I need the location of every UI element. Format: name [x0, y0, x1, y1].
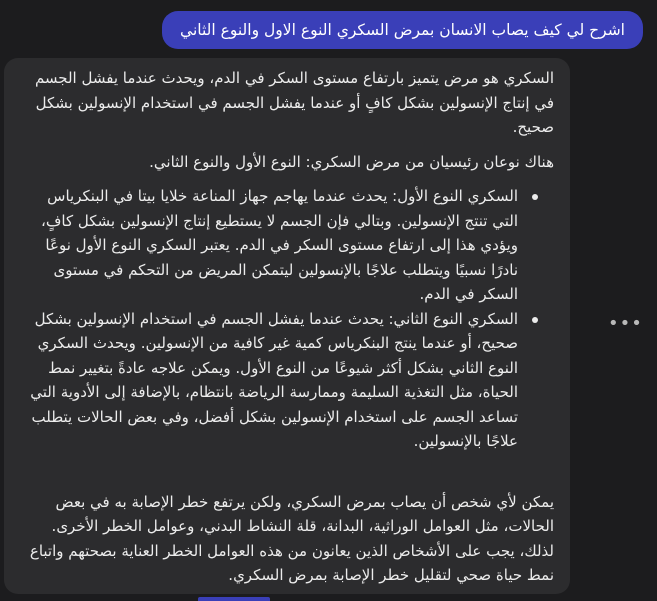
bullet-dot-icon [532, 194, 538, 200]
list-item-text: السكري النوع الأول: يحدث عندما يهاجم جهاز المناعة خلايا بيتا في البنكرياس التي تنتج الإنسولين. وبتالي فإن الجسم لا يستطيع إنتاج الإنسولين بشكل كافٍ، ويؤدي هذا إلى ارتفاع مستوى السكر في الدم. يعتبر السكري النوع الأول نوعًا نادرًا نسبيًا ويتطلب علاجًا بالإنسولين ليتمكن المريض من التحكم في مستوى السكر في الدم. [41, 187, 518, 303]
list-item-type-2 [20, 307, 518, 454]
assistant-types-paragraph: هناك نوعان رئيسيان من مرض السكري: النوع الأول والنوع الثاني. [149, 152, 554, 171]
more-horizontal-icon: ••• [608, 313, 643, 334]
list-item-text: السكري النوع الثاني: يحدث عندما يفشل الجسم في استخدام الإنسولين بشكل صحيح، أو عندما ينتج البنكرياس كمية غير كافية من الإنسولين. ويحدث السكري النوع الثاني بشكل أكثر شيوعًا من النوع الأول. ويمكن علاجه عادةً بتغيير نمط الحياة، مثل التغذية السليمة وممارسة الرياضة بانتظام، بالإضافة إلى الأدوية التي تساعد الجسم على استخدام الإنسولين بشكل أفضل، وفي بعض الحالات يتطلب علاجًا بالإنسولين. [30, 309, 518, 450]
bullet-dot-icon [532, 317, 538, 323]
user-message-bubble: اشرح لي كيف يصاب الانسان بمرض السكري النوع الاول والنوع الثاني [162, 11, 643, 49]
assistant-message-bubble [4, 58, 570, 594]
scroll-indicator [198, 597, 270, 601]
more-options-button[interactable] [608, 312, 643, 336]
diabetes-types-list [20, 184, 554, 454]
list-item-type-1 [20, 184, 518, 307]
assistant-intro-paragraph: السكري هو مرض يتميز بارتفاع مستوى السكر في الدم، ويحدث عندما يفشل الجسم في إنتاج الإنسولين بشكل كافٍ أو عندما يفشل الجسم في استخدام الإنسولين بشكل صحيح. [34, 69, 554, 136]
assistant-conclusion-paragraph: يمكن لأي شخص أن يصاب بمرض السكري، ولكن يرتفع خطر الإصابة به في بعض الحالات، مثل العوامل الوراثية، البدانة، قلة النشاط البدني، وعوامل الخطر الأخرى. لذلك، يجب على الأشخاص الذين يعانون من هذه العوامل الخطر العناية بصحتهم واتباع نمط حياة صحي لتقليل خطر الإصابة بمرض السكري. [29, 492, 554, 584]
